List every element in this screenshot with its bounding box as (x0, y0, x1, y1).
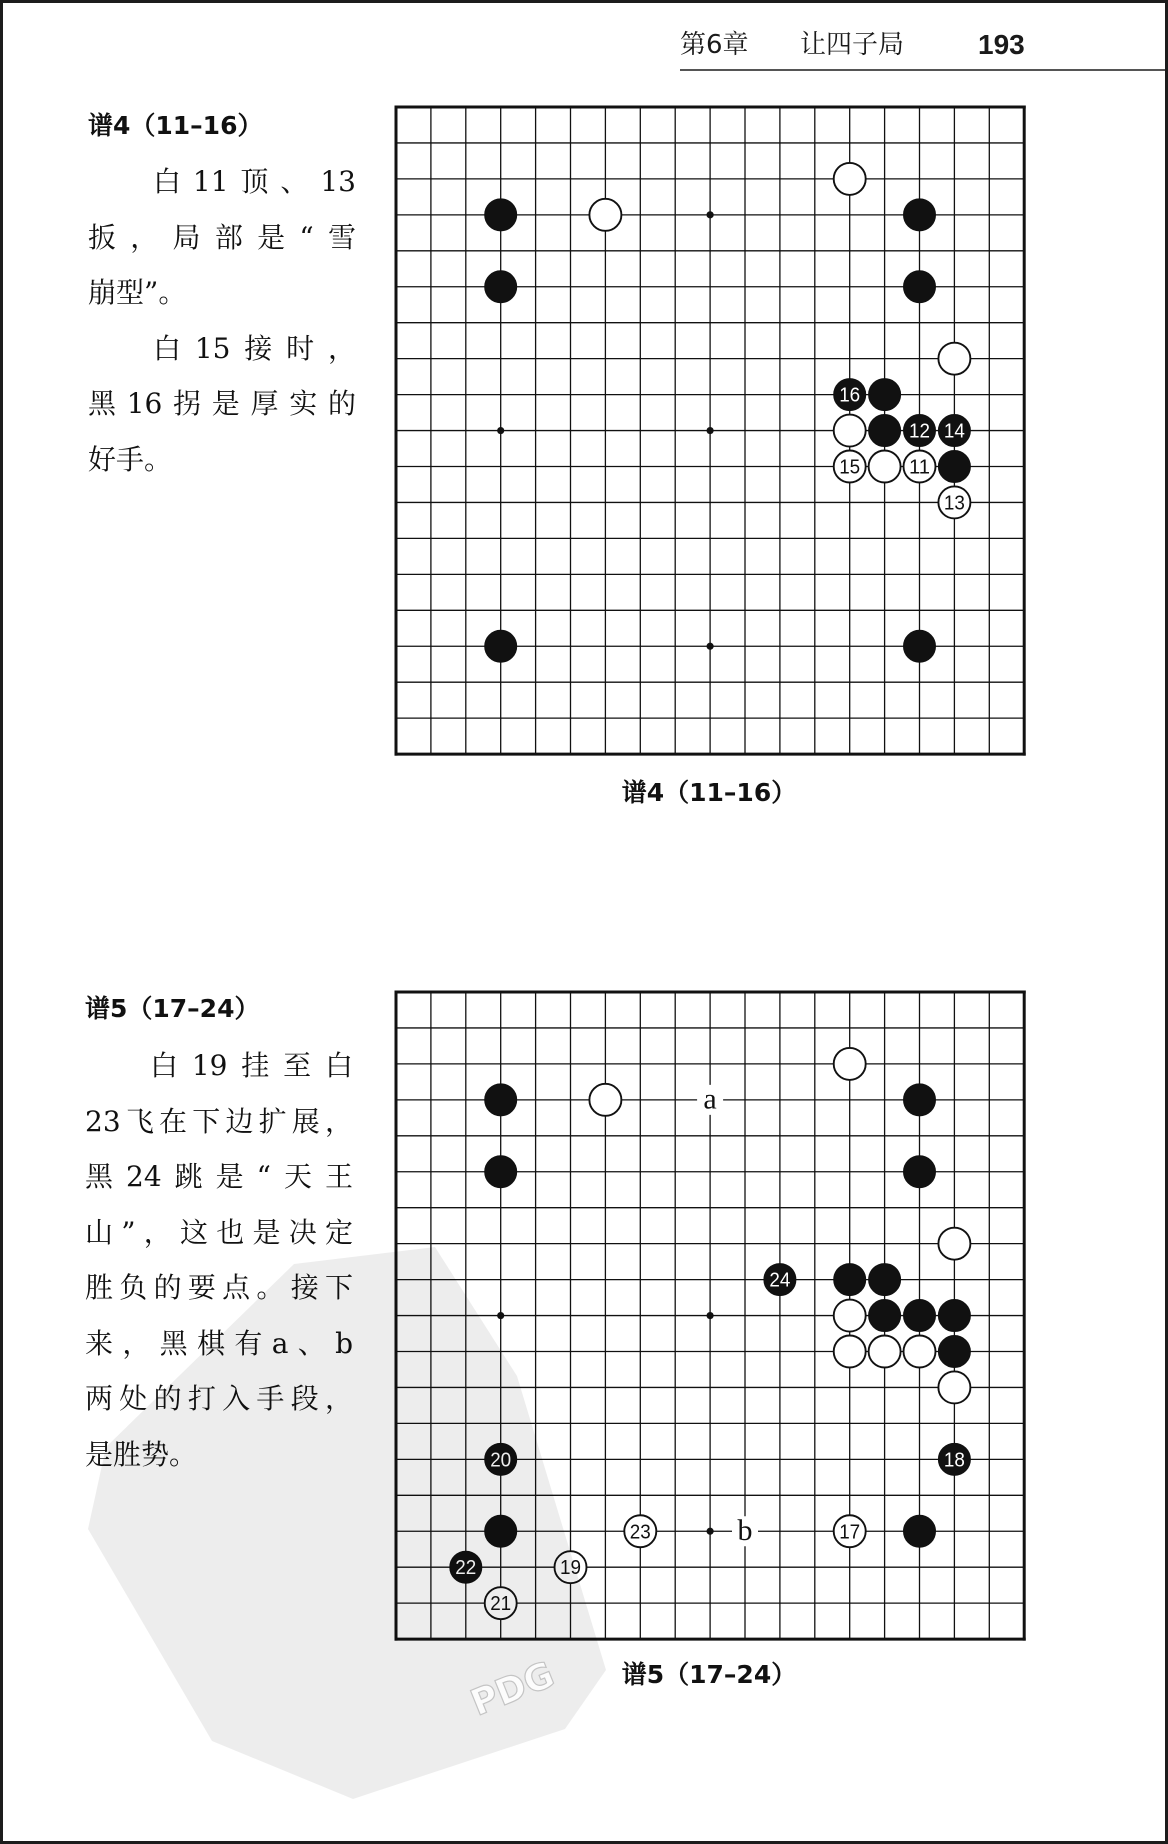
text-line: 白11顶、13 (153, 165, 356, 198)
text-line: 好手。 (88, 442, 173, 476)
white-stone (938, 1371, 970, 1403)
white-stone (589, 199, 621, 231)
white-stone (834, 1300, 866, 1332)
move-number: 24 (769, 1269, 791, 1292)
black-stone (485, 630, 517, 662)
black-stone (904, 630, 936, 662)
black-stone (869, 1264, 901, 1296)
black-stone (869, 1300, 901, 1332)
black-stone (938, 451, 970, 483)
move-number: 11 (909, 456, 930, 479)
text-line: 黑24跳是“天王 (85, 1160, 353, 1193)
chapter-number: 第6章 (680, 30, 749, 60)
white-stone (589, 1084, 621, 1116)
black-stone (869, 415, 901, 447)
white-stone (869, 1336, 901, 1368)
page-number: 193 (978, 29, 1025, 60)
diagram-caption: 谱5（17–24） (621, 1660, 797, 1689)
black-stone (485, 1156, 517, 1188)
white-stone (938, 343, 970, 375)
diagram-heading: 谱5（17–24） (85, 994, 260, 1023)
black-stone (904, 1156, 936, 1188)
star-point (707, 1312, 714, 1319)
text-line: 白15接时， (153, 331, 356, 365)
white-stone (869, 451, 901, 483)
black-stone (904, 199, 936, 231)
watermark-text: PDG (465, 1654, 561, 1725)
black-stone (904, 1515, 936, 1547)
commentary-text (88, 154, 356, 487)
move-number: 13 (943, 492, 965, 515)
black-stone (485, 199, 517, 231)
move-number: 12 (909, 420, 930, 443)
black-stone (485, 1084, 517, 1116)
move-number: 17 (839, 1521, 861, 1544)
text-line: 黑16拐是厚实的 (88, 387, 356, 420)
white-stone (834, 163, 866, 195)
star-point (707, 211, 714, 218)
star-point (497, 427, 504, 434)
black-stone (938, 1336, 970, 1368)
chapter-title: 让四子局 (800, 30, 905, 60)
text-line: 两处的打入手段， (85, 1382, 353, 1415)
go-board-diagram (380, 92, 1042, 772)
move-number: 20 (490, 1449, 512, 1472)
commentary-text (85, 1038, 353, 1482)
black-stone (904, 1084, 936, 1116)
black-stone (904, 271, 936, 303)
diagram-heading: 谱4（11–16） (88, 111, 263, 140)
star-point (707, 427, 714, 434)
star-point (497, 1312, 504, 1319)
move-number: 22 (455, 1557, 477, 1580)
text-line: 白19挂至白 (150, 1049, 353, 1082)
black-stone (834, 1264, 866, 1296)
move-number: 18 (943, 1449, 965, 1472)
white-stone (904, 1336, 936, 1368)
go-board-diagram (380, 977, 1042, 1657)
point-label: b (737, 1513, 753, 1547)
black-stone (869, 379, 901, 411)
star-point (707, 1528, 714, 1535)
white-stone (834, 415, 866, 447)
text-line: 来，黑棋有a、b (85, 1326, 353, 1360)
white-stone (834, 1048, 866, 1080)
move-number: 14 (943, 420, 965, 443)
white-stone (938, 1228, 970, 1260)
black-stone (485, 271, 517, 303)
star-point (707, 643, 714, 650)
text-line: 崩型”。 (88, 276, 187, 309)
text-line: 23飞在下边扩展， (85, 1104, 353, 1138)
move-number: 21 (490, 1593, 512, 1616)
text-line: 山”，这也是决定 (85, 1215, 353, 1249)
move-number: 19 (560, 1557, 581, 1580)
diagram-caption: 谱4（11–16） (621, 778, 797, 807)
text-line: 扳，局部是“雪 (88, 220, 356, 254)
white-stone (834, 1336, 866, 1368)
move-number: 23 (629, 1521, 651, 1544)
move-number: 15 (839, 456, 861, 479)
black-stone (485, 1515, 517, 1547)
header-rule (680, 69, 1168, 71)
move-number: 16 (839, 384, 861, 407)
black-stone (938, 1300, 970, 1332)
point-label: a (703, 1082, 717, 1116)
text-line: 是胜势。 (85, 1437, 198, 1471)
black-stone (904, 1300, 936, 1332)
text-line: 胜负的要点。接下 (85, 1271, 353, 1304)
